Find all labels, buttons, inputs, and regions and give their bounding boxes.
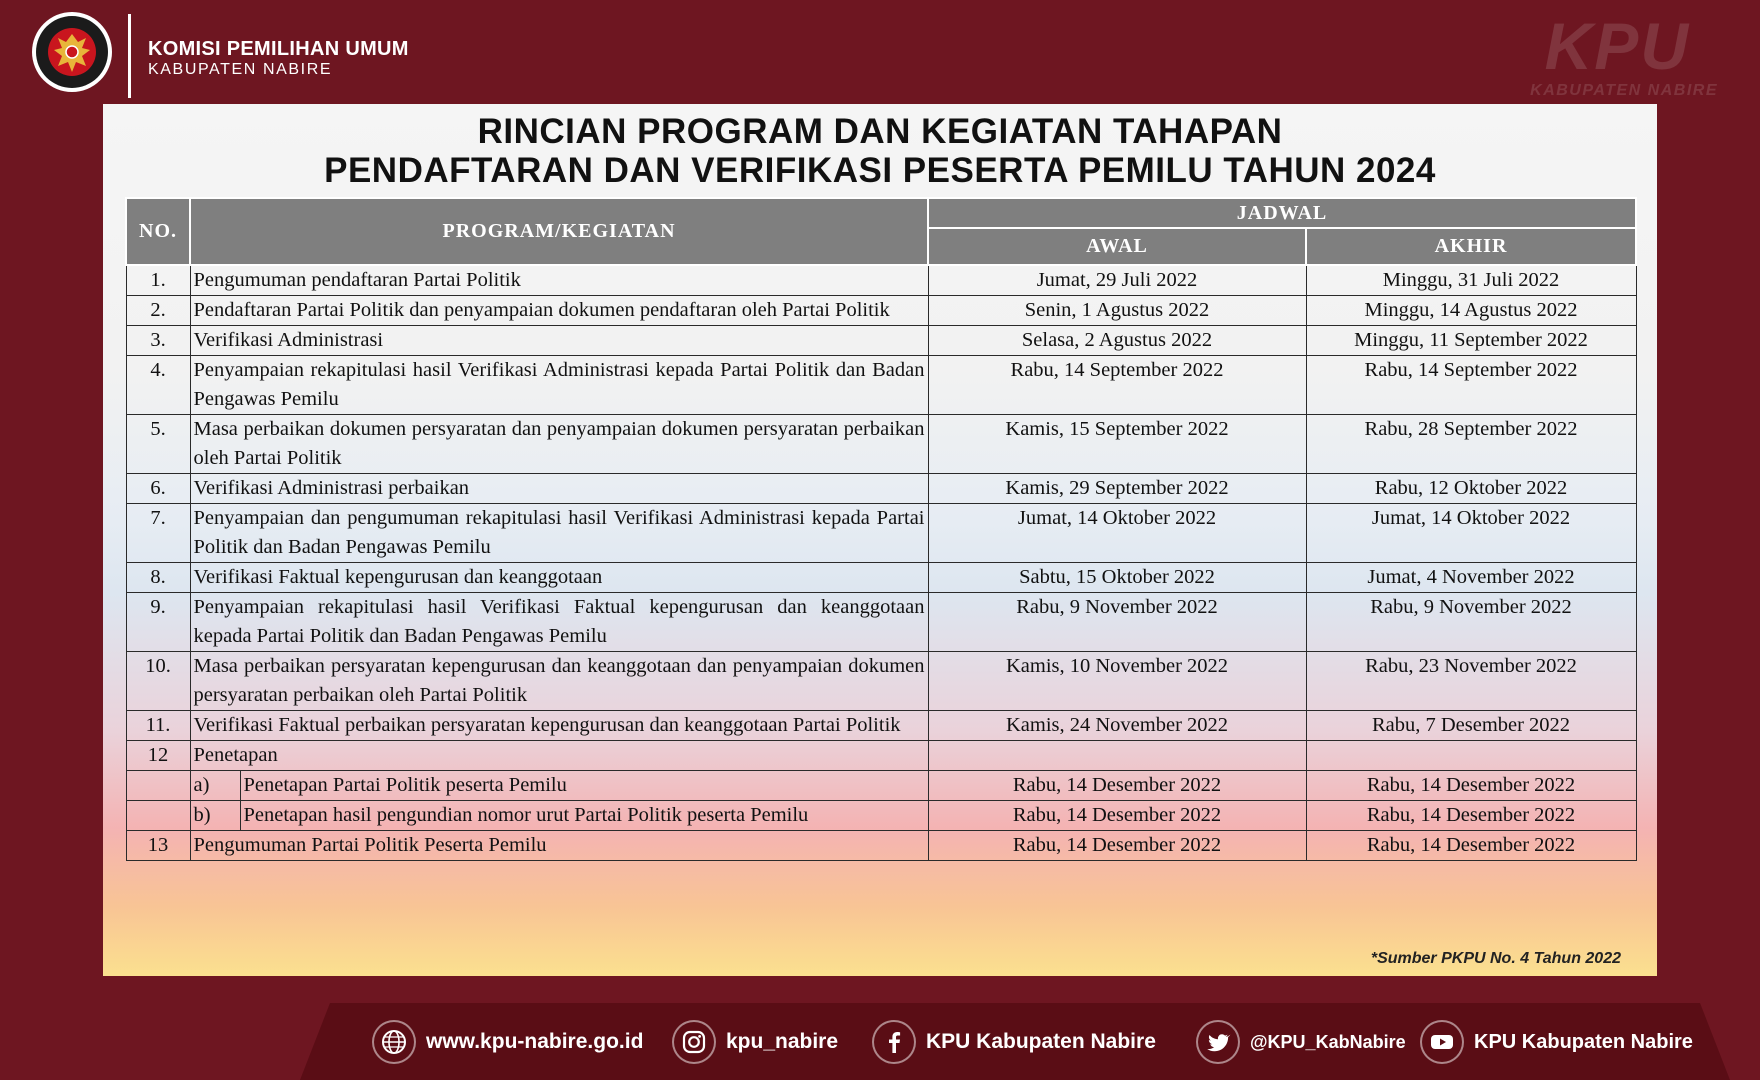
row-program: Penetapan Partai Politik peserta Pemilu: [240, 771, 928, 801]
row-end-date: Jumat, 14 Oktober 2022: [1306, 504, 1636, 563]
row-number: 11.: [126, 711, 190, 741]
header-program: PROGRAM/KEGIATAN: [190, 198, 928, 265]
table-row: [126, 415, 1636, 474]
table-row: [126, 326, 1636, 356]
row-start-date: Selasa, 2 Agustus 2022: [928, 326, 1306, 356]
row-number: 4.: [126, 356, 190, 415]
row-program: Verifikasi Faktual perbaikan persyaratan kepengurusan dan keanggotaan Partai Politik: [190, 711, 928, 741]
row-end-date: Rabu, 7 Desember 2022: [1306, 711, 1636, 741]
row-number: 8.: [126, 563, 190, 593]
row-number: [126, 771, 190, 801]
org-subtitle: KABUPATEN NABIRE: [148, 61, 333, 78]
footer-twitter-text: @KPU_KabNabire: [1250, 1031, 1406, 1052]
row-end-date: Rabu, 28 September 2022: [1306, 415, 1636, 474]
row-number: 2.: [126, 296, 190, 326]
row-end-date: Rabu, 14 September 2022: [1306, 356, 1636, 415]
table-row: [126, 831, 1636, 861]
row-program: Penetapan hasil pengundian nomor urut Partai Politik peserta Pemilu: [240, 801, 928, 831]
row-start-date: Senin, 1 Agustus 2022: [928, 296, 1306, 326]
row-sub-letter: b): [190, 801, 240, 831]
row-program: Penyampaian dan pengumuman rekapitulasi hasil Verifikasi Administrasi kepada Partai Politik dan Badan Pengawas Pemilu: [190, 504, 928, 563]
facebook-icon: [872, 1020, 916, 1064]
row-end-date: Minggu, 14 Agustus 2022: [1306, 296, 1636, 326]
row-number: 3.: [126, 326, 190, 356]
table-row: [126, 474, 1636, 504]
row-start-date: [928, 741, 1306, 771]
row-start-date: Kamis, 24 November 2022: [928, 711, 1306, 741]
row-sub-letter: a): [190, 771, 240, 801]
row-program: Pengumuman pendaftaran Partai Politik: [190, 265, 928, 296]
row-start-date: Jumat, 14 Oktober 2022: [928, 504, 1306, 563]
row-start-date: Kamis, 15 September 2022: [928, 415, 1306, 474]
table-row: [126, 265, 1636, 296]
table-row: [126, 801, 1636, 831]
row-start-date: Rabu, 14 Desember 2022: [928, 801, 1306, 831]
row-number: 1.: [126, 265, 190, 296]
row-program: Masa perbaikan persyaratan kepengurusan dan keanggotaan dan penyampaian dokumen persyaratan perbaikan oleh Partai Politik: [190, 652, 928, 711]
row-start-date: Kamis, 29 September 2022: [928, 474, 1306, 504]
row-start-date: Rabu, 14 Desember 2022: [928, 771, 1306, 801]
kpu-watermark: [1530, 8, 1740, 98]
row-number: 10.: [126, 652, 190, 711]
header-divider: [128, 14, 131, 98]
source-note: *Sumber PKPU No. 4 Tahun 2022: [1370, 950, 1621, 967]
row-number: 13: [126, 831, 190, 861]
footer-youtube-text: KPU Kabupaten Nabire: [1474, 1030, 1693, 1053]
table-row: [126, 296, 1636, 326]
footer-website-text: www.kpu-nabire.go.id: [426, 1030, 644, 1053]
row-start-date: Rabu, 14 September 2022: [928, 356, 1306, 415]
row-program: Penyampaian rekapitulasi hasil Verifikasi Administrasi kepada Partai Politik dan Badan Pengawas Pemilu: [190, 356, 928, 415]
row-end-date: Rabu, 14 Desember 2022: [1306, 771, 1636, 801]
footer-youtube[interactable]: [1420, 1017, 1693, 1067]
row-program: Penetapan: [190, 741, 928, 771]
row-number: 7.: [126, 504, 190, 563]
row-end-date: Rabu, 9 November 2022: [1306, 593, 1636, 652]
row-end-date: Minggu, 31 Juli 2022: [1306, 265, 1636, 296]
row-number: 5.: [126, 415, 190, 474]
page-header: [0, 0, 1760, 104]
page-title: [103, 112, 1657, 190]
row-end-date: Rabu, 14 Desember 2022: [1306, 831, 1636, 861]
header-no: NO.: [126, 198, 190, 265]
row-start-date: Kamis, 10 November 2022: [928, 652, 1306, 711]
row-program: Pengumuman Partai Politik Peserta Pemilu: [190, 831, 928, 861]
header-end: AKHIR: [1306, 228, 1636, 265]
header-start: AWAL: [928, 228, 1306, 265]
content-panel: [103, 104, 1657, 976]
row-end-date: Jumat, 4 November 2022: [1306, 563, 1636, 593]
row-program: Masa perbaikan dokumen persyaratan dan penyampaian dokumen persyaratan perbaikan oleh Partai Politik: [190, 415, 928, 474]
row-end-date: [1306, 741, 1636, 771]
row-program: Verifikasi Administrasi: [190, 326, 928, 356]
org-name: KOMISI PEMILIHAN UMUM: [148, 38, 409, 60]
row-end-date: Minggu, 11 September 2022: [1306, 326, 1636, 356]
table-row: [126, 563, 1636, 593]
row-end-date: Rabu, 23 November 2022: [1306, 652, 1636, 711]
row-program: Pendaftaran Partai Politik dan penyampaian dokumen pendaftaran oleh Partai Politik: [190, 296, 928, 326]
table-row: [126, 356, 1636, 415]
footer-facebook[interactable]: [872, 1017, 1156, 1067]
row-program: Penyampaian rekapitulasi hasil Verifikasi Faktual kepengurusan dan keanggotaan kepada Partai Politik dan Badan Pengawas Pemilu: [190, 593, 928, 652]
table-row: [126, 711, 1636, 741]
row-end-date: Rabu, 12 Oktober 2022: [1306, 474, 1636, 504]
header-schedule: JADWAL: [928, 198, 1636, 228]
kpu-garuda-logo: [30, 8, 114, 98]
title-line-2: PENDAFTARAN DAN VERIFIKASI PESERTA PEMILU TAHUN 2024: [324, 151, 1436, 190]
table-row: [126, 741, 1636, 771]
row-start-date: Sabtu, 15 Oktober 2022: [928, 563, 1306, 593]
row-number: 6.: [126, 474, 190, 504]
row-end-date: Rabu, 14 Desember 2022: [1306, 801, 1636, 831]
twitter-icon: [1196, 1020, 1240, 1064]
title-line-1: RINCIAN PROGRAM DAN KEGIATAN TAHAPAN: [477, 112, 1283, 151]
footer-instagram[interactable]: [672, 1017, 838, 1067]
row-number: 9.: [126, 593, 190, 652]
schedule-table: [125, 197, 1637, 861]
row-start-date: Rabu, 14 Desember 2022: [928, 831, 1306, 861]
instagram-icon: [672, 1020, 716, 1064]
kpu-watermark-subtitle: KABUPATEN NABIRE: [1530, 82, 1718, 99]
row-program: Verifikasi Administrasi perbaikan: [190, 474, 928, 504]
schedule-table-body: [126, 265, 1636, 861]
youtube-icon: [1420, 1020, 1464, 1064]
table-row: [126, 504, 1636, 563]
row-start-date: Jumat, 29 Juli 2022: [928, 265, 1306, 296]
table-row: [126, 652, 1636, 711]
table-row: [126, 771, 1636, 801]
globe-icon: [372, 1020, 416, 1064]
footer-instagram-text: kpu_nabire: [726, 1030, 839, 1053]
row-start-date: Rabu, 9 November 2022: [928, 593, 1306, 652]
row-number: [126, 801, 190, 831]
footer-twitter[interactable]: [1196, 1017, 1406, 1067]
footer-facebook-text: KPU Kabupaten Nabire: [926, 1030, 1156, 1053]
row-number: 12: [126, 741, 190, 771]
row-program: Verifikasi Faktual kepengurusan dan keanggotaan: [190, 563, 928, 593]
footer-website[interactable]: [372, 1017, 643, 1067]
table-row: [126, 593, 1636, 652]
kpu-watermark-text: KPU: [1544, 9, 1690, 83]
